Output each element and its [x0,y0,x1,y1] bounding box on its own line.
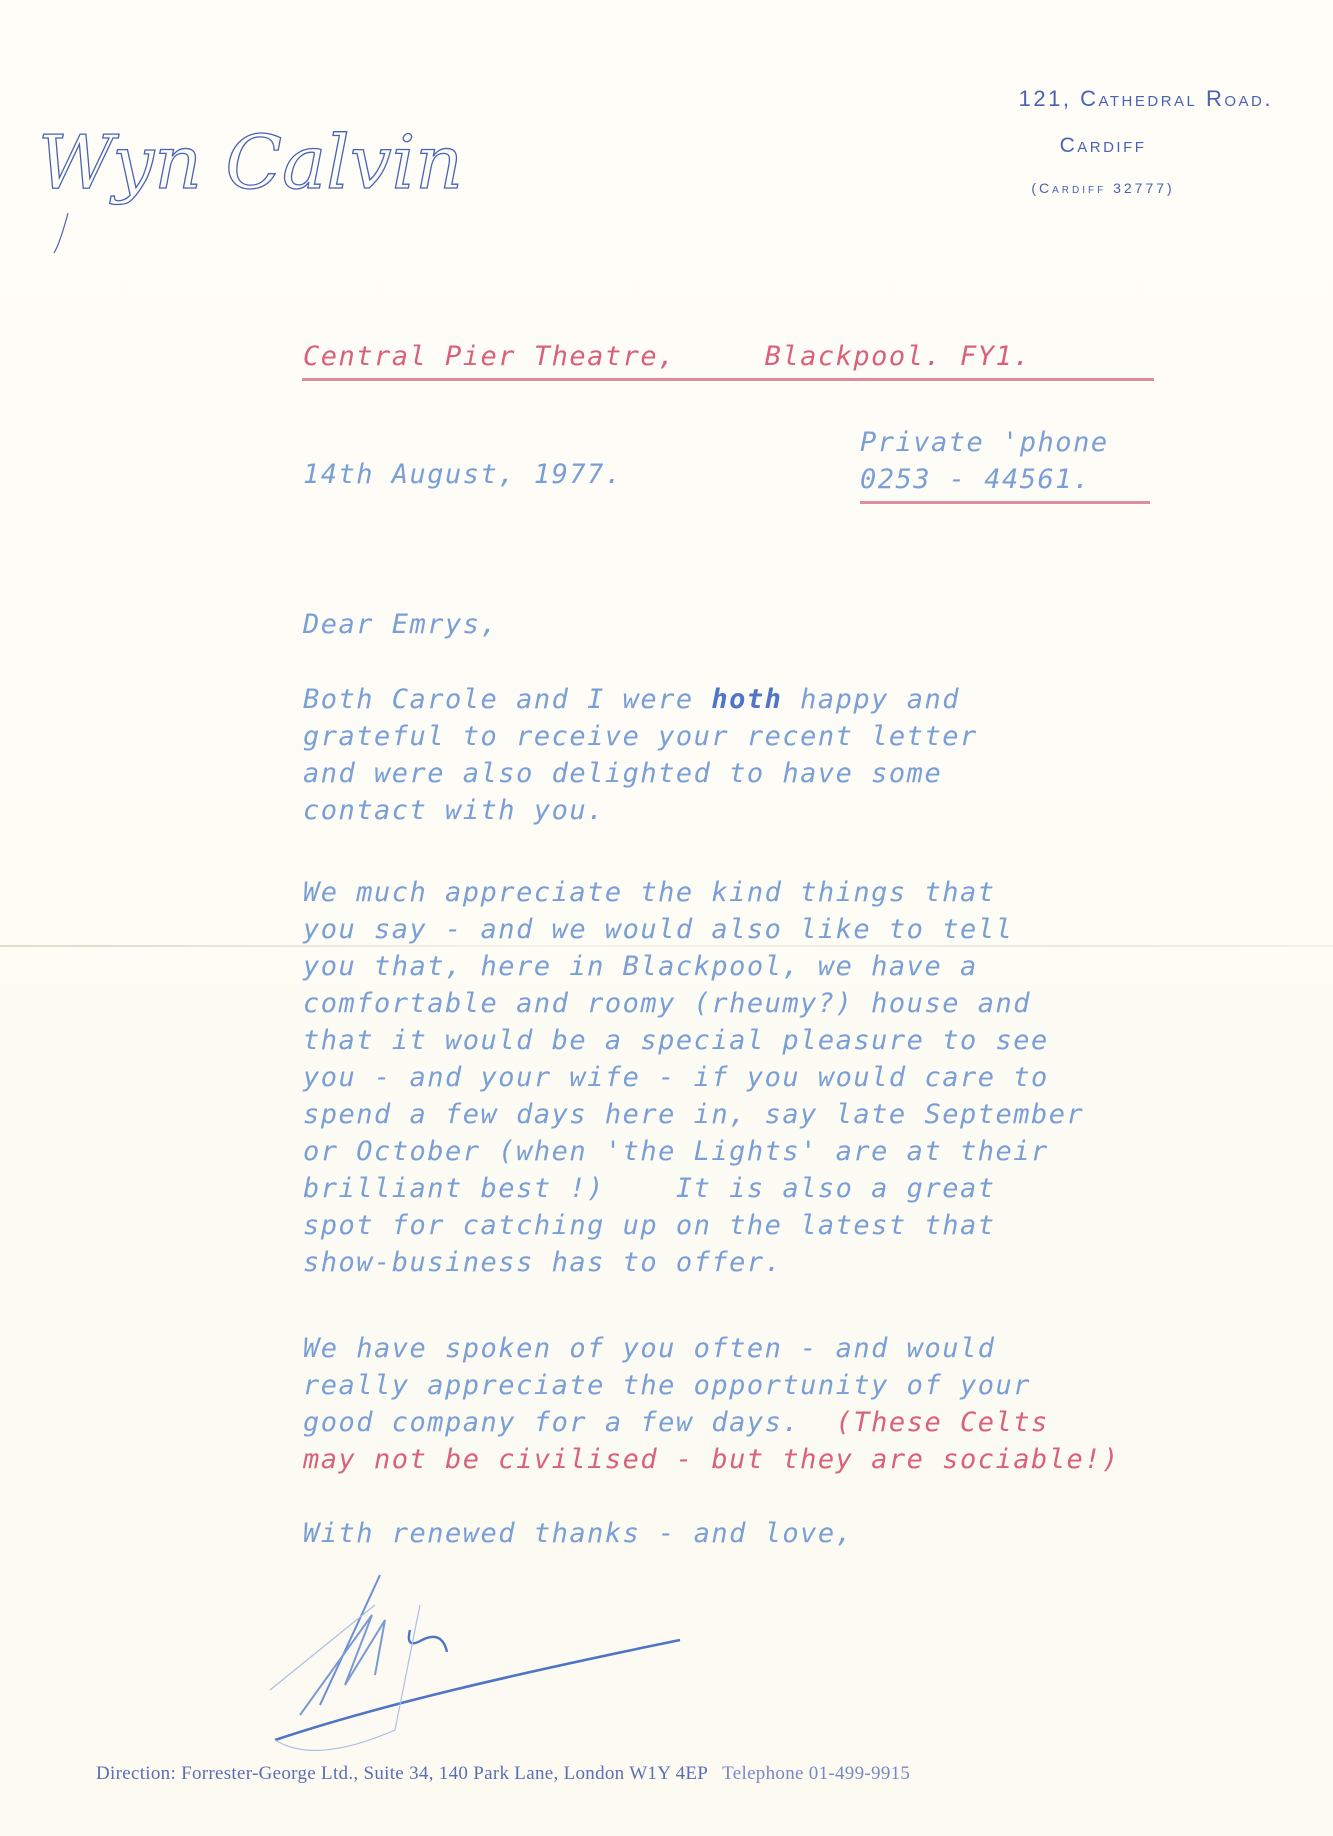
p2-line: spend a few days here in, say late September [303,1099,1085,1130]
p1-text: Both Carole and I were [303,684,712,715]
p1-text: happy and [782,684,960,715]
handwritten-signature [260,1565,700,1765]
p3-line: We have spoken of you often - and would [303,1333,996,1364]
p3-red-aside: may not be civilised - but they are sociable!) [303,1444,1120,1475]
address-line-2: Cardiff [1059,134,1147,157]
letter-date: 14th August, 1977. [303,459,623,490]
letterhead-address [853,86,1273,196]
p3-red-aside: (These Celts [800,1407,1049,1438]
letterhead-footer [96,1763,910,1785]
paragraph-2 [303,874,1084,1281]
private-phone-number: 0253 - 44561. [860,464,1091,495]
address-line-1: 121, Cathedral Road. [1018,86,1273,111]
footer-direction: Direction: Forrester-George Ltd., Suite 34, 140 Park Lane, London W1Y 4EP [96,1763,709,1784]
footer-telephone: Telephone 01-499-9915 [722,1763,911,1784]
struck-out-word: hoth [711,684,783,715]
p3-line: really appreciate the opportunity of your [303,1370,1031,1401]
p1-line: contact with you. [303,795,605,826]
p1-line: grateful to receive your recent letter [303,721,978,752]
venue-line: Central Pier Theatre, Blackpool. FY1. [303,341,1031,372]
letterhead-script-logo [28,108,468,258]
p2-line: that it would be a special pleasure to see [303,1025,1049,1056]
p2-line: spot for catching up on the latest that [303,1210,996,1241]
venue-underline [302,378,1154,381]
p2-line: show-business has to offer. [303,1247,783,1278]
p3-line: good company for a few days. [303,1407,801,1438]
paragraph-3 [303,1330,1120,1478]
p2-line: you - and your wife - if you would care to [303,1062,1049,1093]
paragraph-1 [303,681,978,829]
p2-line: or October (when 'the Lights' are at their [303,1136,1049,1167]
closing: With renewed thanks - and love, [303,1518,854,1549]
letterhead-phone: (Cardiff 32777) [1031,180,1175,196]
private-phone-block [860,424,1109,498]
private-phone-label: Private 'phone [860,427,1109,458]
phone-underline [860,501,1150,504]
p2-line: you that, here in Blackpool, we have a [303,951,978,982]
letterhead-name: Wyn Calvin [38,120,463,206]
p2-line: We much appreciate the kind things that [303,877,996,908]
p1-line: and were also delighted to have some [303,758,943,789]
p2-line: brilliant best !) It is also a great [303,1173,996,1204]
p2-line: you say - and we would also like to tell [303,914,1014,945]
p2-line: comfortable and roomy (rheumy?) house and [303,988,1031,1019]
salutation: Dear Emrys, [303,609,499,640]
